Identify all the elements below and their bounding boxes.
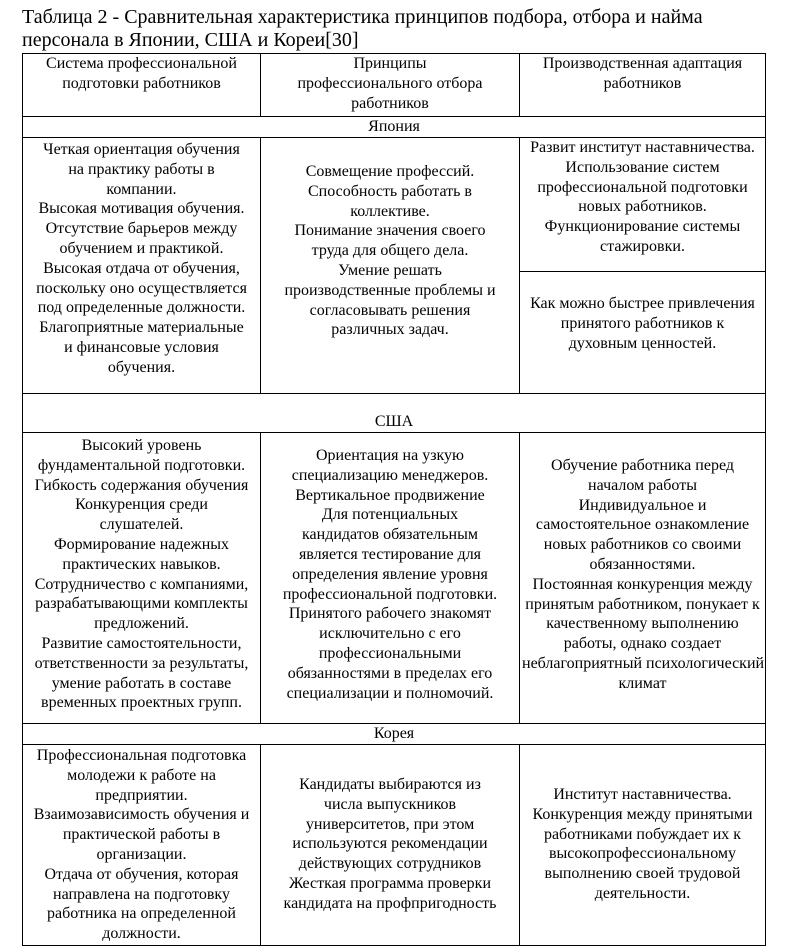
cell-text-line: самостоятельное ознакомление (535, 516, 750, 534)
cell-text-line: производственные проблемы и (284, 281, 496, 299)
cell-text-line: должности. (102, 925, 181, 943)
cell-text-line: и финансовые условия (64, 338, 219, 356)
caption-line: Таблица 2 - Сравнительная характеристика принципов подбора, отбора и найма (22, 6, 703, 28)
cell-text-line: обучением и практикой. (59, 239, 224, 257)
header-training (23, 54, 261, 117)
cell-text-line: Вертикальное продвижение (295, 486, 485, 504)
japan-row-1 (23, 138, 766, 272)
cell-text-line: Конкуренция среди (75, 496, 208, 514)
cell-text-line: неблагоприятный психологический (522, 654, 765, 672)
cell-text-line: Развит институт наставничества. (530, 139, 755, 156)
cell-text-line: Способность работать в (308, 182, 472, 200)
japan-selection-cell (261, 138, 520, 394)
cell-text-line: Постоянная конкуренция между (532, 575, 753, 593)
cell-text-line: обязанностями. (589, 555, 696, 573)
section-title-usa: США (23, 394, 766, 433)
cell-text-line: Использование систем (565, 158, 720, 176)
cell-text-line: определения явление уровня (292, 565, 488, 583)
cell-text-line: стажировки. (600, 237, 685, 255)
cell-text-line: практических навыков. (62, 555, 221, 573)
cell-text-line: исключительно с его (319, 625, 461, 643)
cell-text-line: духовным ценностей. (568, 334, 717, 352)
korea-selection-cell (261, 745, 520, 946)
cell-text-line: предприятии. (95, 786, 188, 804)
cell-text-line: используются рекомендации (292, 835, 488, 853)
cell-text-line: работников (351, 94, 429, 112)
cell-text-line: обучения. (107, 358, 176, 376)
cell-text-line: Ориентация на узкую (315, 447, 465, 464)
cell-text-line: Совмещение профессий. (305, 163, 475, 180)
cell-text-line: является тестирование для (298, 545, 482, 563)
cell-text-line: Сотрудничество с компаниями, (34, 575, 249, 593)
cell-text-line: Для потенциальных (321, 506, 459, 524)
caption-line: персонала в Японии, США и Кореи[30] (22, 29, 359, 51)
cell-text-line: Профессиональная подготовка (36, 747, 247, 764)
cell-text-line: подготовки работников (62, 74, 221, 92)
usa-adaptation-cell (520, 433, 766, 724)
cell-text-line: профессиональными (318, 644, 462, 662)
cell-text-line: началом работы (588, 476, 697, 494)
cell-text-line: поскольку оно осуществляется (36, 279, 247, 297)
cell-text-line: новых работников со своими (543, 536, 742, 554)
japan-adaptation-cell-2 (520, 272, 766, 394)
cell-text-line: временных проектных групп. (41, 694, 242, 712)
cell-text-line: числа выпускников (323, 795, 457, 813)
cell-text-line: новых работников. (578, 198, 707, 216)
cell-text-line: профессиональной подготовки (537, 178, 748, 196)
cell-text-line: специализацию менеджеров. (291, 466, 489, 484)
cell-text-line: Высокая мотивация обучения. (38, 200, 245, 218)
cell-text-line: университетов, при этом (305, 815, 475, 833)
cell-text-line: климат (618, 674, 667, 692)
cell-text-line: слушателей. (99, 516, 184, 534)
cell-text-line: Обучение работника перед (551, 457, 734, 474)
cell-text-line: высокопрофессиональному (548, 845, 737, 863)
cell-text-line: качественному выполнению (546, 615, 739, 633)
cell-text-line: действующих сотрудников (298, 855, 482, 873)
cell-text-line: работника на определенной (47, 905, 236, 923)
cell-text-line: профессионального отбора (297, 74, 483, 92)
cell-text-line: Взаимозависимость обучения и (33, 806, 250, 824)
japan-adaptation-cell-1 (520, 138, 766, 272)
korea-training-cell (23, 745, 261, 946)
cell-text-line: Как можно быстрее привлечения (530, 295, 755, 312)
cell-text-line: обязанностями в пределах его (287, 664, 493, 682)
header-selection (261, 54, 520, 117)
cell-text-line: согласовывать решения (309, 301, 471, 319)
section-row-usa (23, 394, 766, 433)
cell-text-line: Формирование надежных (53, 535, 230, 553)
cell-text-line: на практику работы в (68, 160, 215, 178)
section-row-japan (23, 117, 766, 138)
cell-text-line: Жесткая программа проверки (288, 874, 492, 892)
cell-text-line: Высокий уровень (81, 437, 202, 454)
cell-text-line: специализации и полномочий. (286, 684, 494, 702)
cell-text-line: умение работать в составе (51, 674, 232, 692)
cell-text-line: работниками побуждает их к (543, 825, 742, 843)
cell-text-line: различных задач. (331, 321, 449, 339)
cell-text-line: коллективе. (350, 202, 430, 220)
cell-text-line: Индивидуальное и (578, 496, 707, 514)
cell-text-line: принятого работников к (560, 314, 725, 332)
cell-text-line: работников (603, 74, 682, 92)
cell-text-line: Система профессиональной (46, 55, 237, 72)
cell-text-line: разрабатывающими комплекты (35, 595, 248, 613)
comparison-table (22, 53, 766, 946)
section-row-korea (23, 724, 766, 745)
cell-text-line: Гибкость содержания обучения (34, 476, 249, 494)
cell-text-line: труда для общего дела. (311, 242, 469, 260)
cell-text-line: под определенные должности. (37, 299, 246, 317)
header-adaptation (520, 54, 766, 117)
cell-text-line: Принятого рабочего знакомят (288, 605, 492, 623)
cell-text-line: Благоприятные материальные (39, 319, 244, 337)
cell-text-line: кандидатов обязательным (302, 526, 478, 544)
cell-text-line: принятым работником, понукает к (525, 595, 760, 613)
cell-text-line: Умение решать (338, 261, 442, 279)
cell-text-line: организации. (96, 845, 187, 863)
cell-text-line: кандидата на профпригодность (283, 894, 497, 912)
japan-training-cell (23, 138, 261, 394)
cell-text-line: предложений. (94, 615, 189, 633)
cell-text-line: молодежи к работе на (67, 766, 216, 784)
usa-training-cell (23, 433, 261, 724)
cell-text-line: Принципы (353, 55, 427, 72)
cell-text-line: работы, однако создает (563, 635, 722, 653)
cell-text-line: Кандидаты выбираются из (299, 776, 481, 793)
cell-text-line: выполнению своей трудовой (544, 865, 741, 883)
cell-text-line: Понимание значения своего (294, 222, 486, 240)
cell-text-line: Развитие самостоятельности, (41, 634, 242, 652)
header-row (23, 54, 766, 117)
cell-text-line: Отдача от обучения, которая (44, 865, 239, 883)
cell-text-line: Отсутствие барьеров между (45, 220, 238, 238)
cell-text-line: Четкая ориентация обучения (43, 141, 240, 158)
usa-row (23, 433, 766, 724)
cell-text-line: Производственная адаптация (542, 55, 743, 72)
cell-text-line: Функционирование системы (544, 218, 741, 236)
cell-text-line: профессиональной подготовки. (282, 585, 498, 603)
section-title-japan: Япония (23, 117, 766, 138)
cell-text-line: Институт наставничества. (553, 786, 732, 803)
cell-text-line: направлена на подготовку (53, 885, 230, 903)
cell-text-line: ответственности за результаты, (34, 654, 249, 672)
usa-selection-cell (261, 433, 520, 724)
korea-row (23, 745, 766, 946)
cell-text-line: Конкуренция между принятыми (532, 805, 753, 823)
cell-text-line: практической работы в (62, 826, 221, 844)
cell-text-line: фундаментальной подготовки. (37, 456, 246, 474)
korea-adaptation-cell (520, 745, 766, 946)
table-caption (22, 6, 782, 52)
cell-text-line: компании. (106, 180, 177, 198)
cell-text-line: деятельности. (594, 884, 691, 902)
section-title-korea: Корея (23, 724, 766, 745)
cell-text-line: Высокая отдача от обучения, (43, 259, 240, 277)
